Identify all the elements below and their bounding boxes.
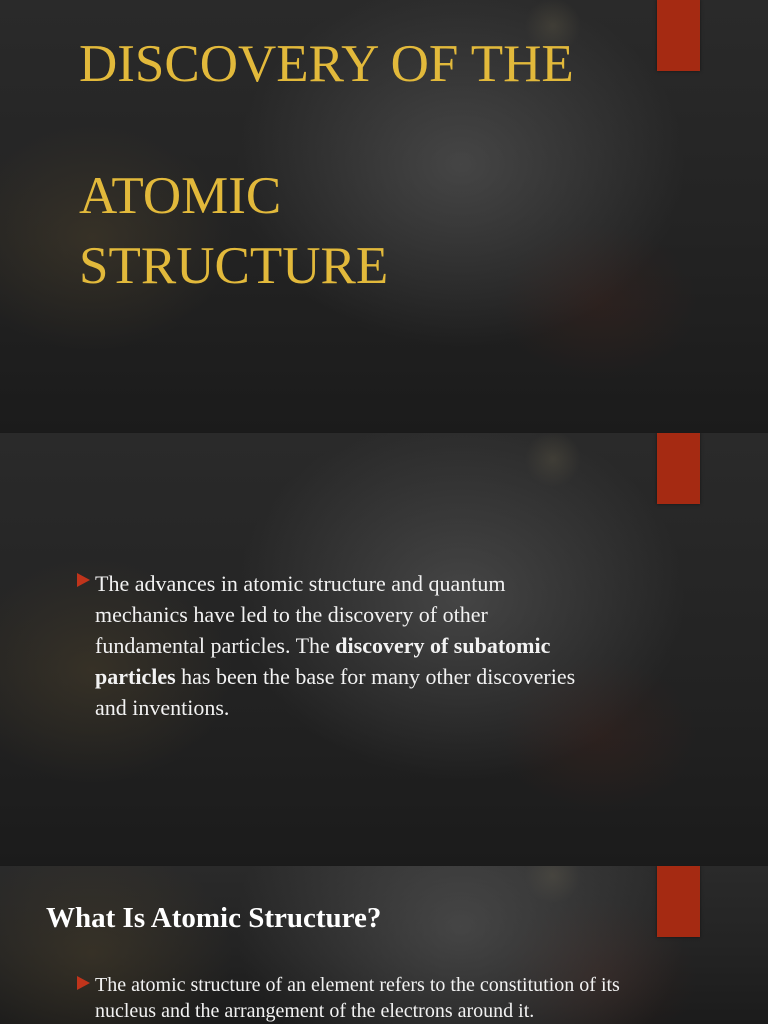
bullet-text: The atomic structure of an element refers to the constitution of its nucleus and the arrangement of the electrons around it. [95, 974, 620, 1022]
bullet-text-bold: discovery of subatomic particles [95, 633, 551, 689]
accent-bar [657, 0, 700, 71]
bullet-text-part1: The advances in atomic structure and quantum mechanics have led to the discovery of other fundamental particles. The [95, 571, 506, 658]
slide-title-heading [79, 30, 574, 302]
title-line-1: DISCOVERY OF THE [79, 35, 574, 93]
accent-bar [657, 433, 700, 504]
bullet-item [77, 568, 597, 723]
title-gap [79, 100, 574, 162]
triangle-right-icon [77, 976, 90, 990]
bullet-item [77, 972, 677, 1024]
slide-title [0, 0, 768, 432]
slide-heading: What Is Atomic Structure? [46, 902, 382, 934]
title-line-3: STRUCTURE [79, 236, 389, 295]
title-line-2: ATOMIC [79, 166, 282, 225]
triangle-right-icon [77, 573, 90, 587]
slide-introduction [0, 433, 768, 865]
bullet-text-part2: has been the base for many other discoveries and inventions. [95, 664, 576, 720]
bullet-text [95, 568, 597, 723]
slide-atomic-structure [0, 866, 768, 1024]
accent-bar [657, 866, 700, 937]
